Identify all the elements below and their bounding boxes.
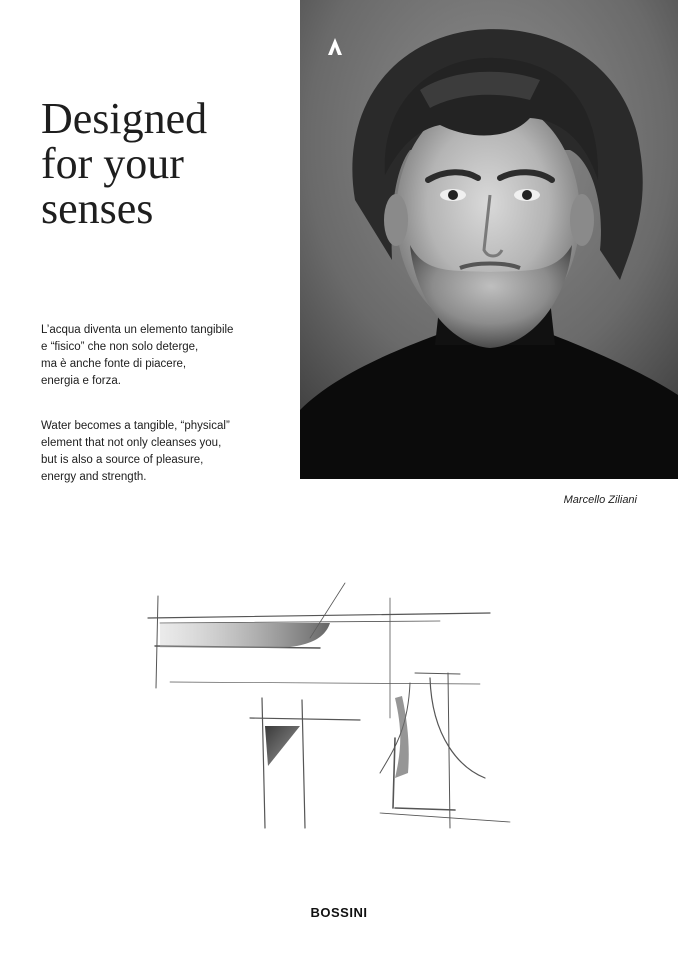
- italian-line: ma è anche fonte di piacere,: [41, 358, 187, 370]
- english-line: but is also a source of pleasure,: [41, 454, 204, 466]
- english-paragraph: [41, 418, 291, 486]
- headline-line: for your: [41, 139, 184, 188]
- english-line: element that not only cleanses you,: [41, 437, 222, 449]
- italian-line: energia e forza.: [41, 375, 121, 387]
- english-line: Water becomes a tangible, “physical”: [41, 420, 230, 432]
- pencil-sketch: [140, 578, 520, 838]
- english-line: energy and strength.: [41, 471, 147, 483]
- italian-line: e “fisico” che non solo deterge,: [41, 341, 199, 353]
- headline-line: senses: [41, 184, 154, 233]
- italian-line: L’acqua diventa un elemento tangibile: [41, 324, 234, 336]
- italian-paragraph: [41, 322, 291, 390]
- brand-name: BOSSINI: [310, 905, 368, 920]
- headline-line: Designed: [41, 94, 208, 143]
- headline: [41, 96, 291, 231]
- portrait-photo: [300, 0, 678, 479]
- portrait-caption: Marcello Ziliani: [563, 494, 637, 506]
